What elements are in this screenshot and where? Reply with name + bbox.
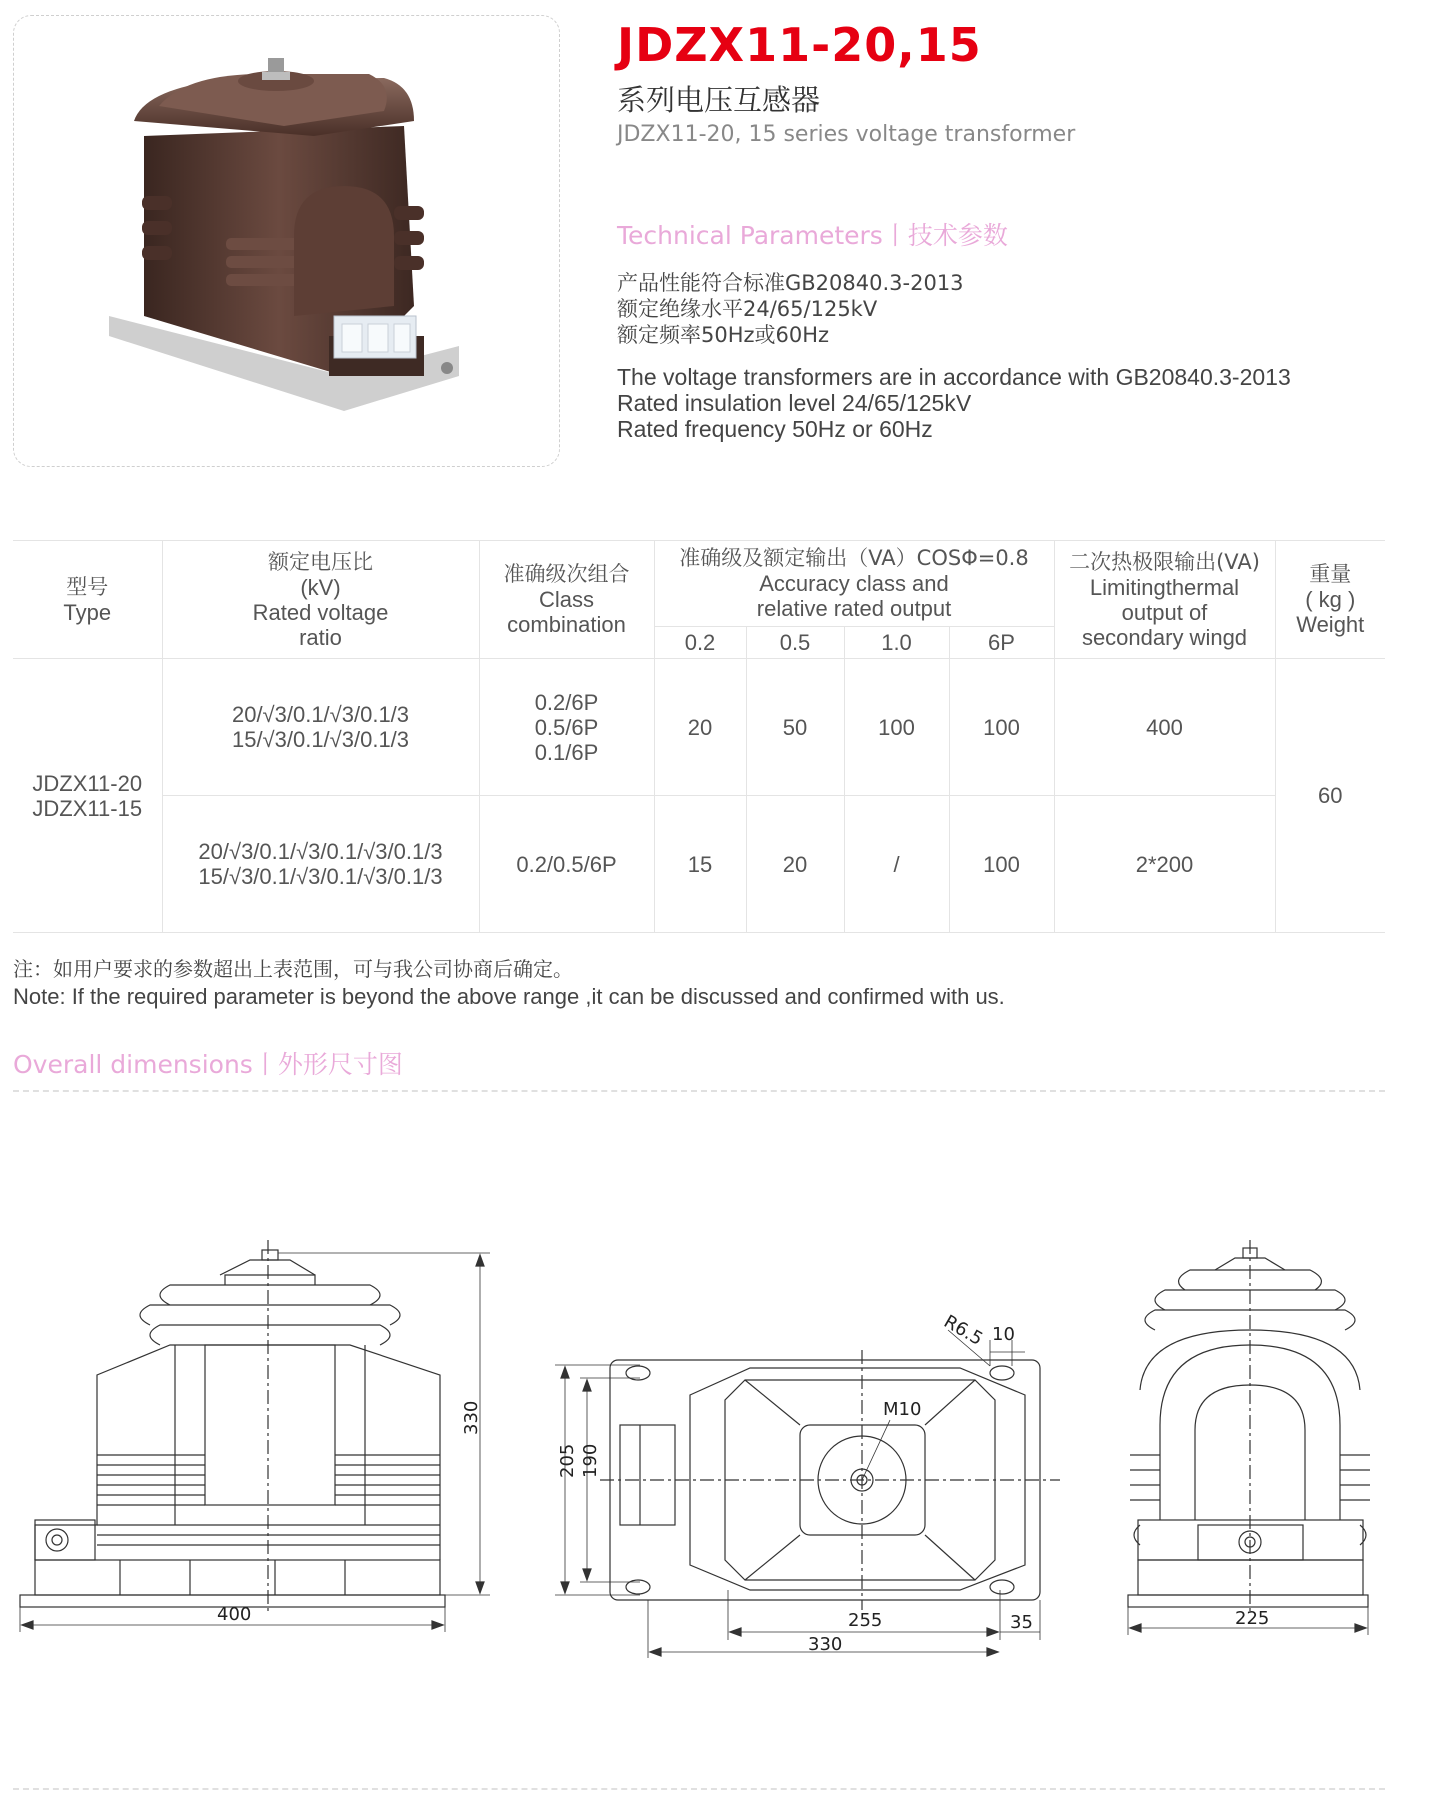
ratio-value: 15/√3/0.1/√3/0.1/3 [231,727,410,752]
ratio-value: 15/√3/0.1/√3/0.1/√3/0.1/3 [198,864,443,889]
spec-line: Rated insulation level 24/65/125kV [617,390,972,416]
front-width-label: 400 [217,1604,252,1625]
header-ratio-cn: 额定电压比 [268,549,373,574]
divider-bottom [13,1788,1385,1790]
ratio-value: 20/√3/0.1/√3/0.1/3 [231,702,410,727]
header-ratio-en: Rated voltage [252,599,389,625]
side-view-drawing [1128,1240,1370,1635]
header-class-en: combination [507,612,626,637]
technical-parameters-heading: Technical Parameters丨技术参数 [617,221,1008,250]
parameter-table [13,540,1385,933]
output-cell: 50 [746,659,844,796]
header-accuracy-en: Accuracy class and [759,571,949,596]
header-weight-cn: 重量 [1309,562,1352,586]
model-title: JDZX11-20,15 [617,18,982,72]
output-cell: 15 [654,796,746,933]
output-cell: / [844,796,949,933]
header-thermal-en: secondary wingd [1081,624,1248,650]
header-accuracy-cn: 准确级及额定输出（VA）COSΦ=0.8 [679,546,1029,570]
header-ratio-unit: (kV) [300,574,341,600]
type-cell [13,659,162,933]
header-class [479,541,654,659]
dimension-drawings [0,1230,1432,1670]
table-row [13,659,1385,796]
type-value: JDZX11-20 [32,770,143,796]
radius-label: R6.5 [940,1311,987,1350]
front-height-label: 330 [461,1400,482,1435]
product-photo-frame [13,15,560,467]
class-value: 0.5/6P [534,714,599,740]
ratio-value: 20/√3/0.1/√3/0.1/√3/0.1/3 [198,839,443,864]
header-thermal [1054,541,1275,659]
spec-list-chinese [617,270,964,348]
class-value: 0.1/6P [534,739,599,765]
top-view-drawing [555,1330,1060,1658]
accuracy-col-header: 0.5 [746,627,844,659]
header-weight-unit: ( kg ) [1305,587,1356,612]
weight-cell: 60 [1275,659,1385,933]
class-value: 0.2/0.5/6P [516,851,617,877]
header-type-cn: 型号 [66,574,109,599]
spec-line: 产品性能符合标准GB20840.3-2013 [617,271,964,295]
overall-dimensions-heading: Overall dimensions丨外形尺寸图 [13,1050,403,1079]
top-height-190-label: 190 [580,1443,601,1478]
header-ratio-en: ratio [299,624,342,650]
front-view-drawing [20,1240,490,1632]
product-photo [14,16,561,468]
header-type [13,541,162,659]
ratio-cell [162,796,479,933]
header-type-en: Type [63,599,112,625]
header-class-cn: 准确级次组合 [503,562,630,586]
spec-line: 额定频率50Hz或60Hz [617,323,830,347]
class-cell [479,659,654,796]
header-accuracy-en: relative rated output [756,596,952,621]
header-weight-en: Weight [1296,612,1365,637]
header-class-en: Class [538,587,594,612]
header-thermal-en: Limitingthermal [1089,574,1240,600]
spec-line: 额定绝缘水平24/65/125kV [617,297,878,321]
header-weight [1275,541,1385,659]
spec-list-english [617,364,1291,442]
output-cell: 100 [949,796,1054,933]
spec-line: Rated frequency 50Hz or 60Hz [617,416,933,442]
slot-width-label: 10 [992,1324,1015,1345]
output-cell: 20 [746,796,844,933]
bolt-label: M10 [883,1399,922,1420]
subtitle-english: JDZX11-20, 15 series voltage transformer [617,122,1076,147]
accuracy-col-header: 6P [949,627,1054,659]
class-cell [479,796,654,933]
header-accuracy [654,541,1054,627]
thermal-cell: 2*200 [1054,796,1275,933]
top-height-205-label: 205 [557,1443,578,1478]
thermal-cell: 400 [1054,659,1275,796]
note-english: Note: If the required parameter is beyond the above range ,it can be discussed and confirmed with us. [13,984,1005,1009]
header-thermal-en: output of [1121,599,1208,625]
type-value: JDZX11-15 [32,795,143,821]
note-chinese: 注：如用户要求的参数超出上表范围，可与我公司协商后确定。 [13,957,573,981]
top-width-330-label: 330 [808,1634,843,1655]
header-thermal-cn: 二次热极限输出(VA) [1069,549,1260,574]
accuracy-col-header: 0.2 [654,627,746,659]
spec-line: The voltage transformers are in accordance with GB20840.3-2013 [617,364,1291,390]
output-cell: 100 [949,659,1054,796]
ratio-cell [162,659,479,796]
class-value: 0.2/6P [534,689,599,715]
side-width-label: 225 [1235,1608,1270,1629]
output-cell: 100 [844,659,949,796]
top-width-255-label: 255 [848,1610,883,1631]
top-offset-35-label: 35 [1010,1612,1033,1633]
subtitle-chinese: 系列电压互感器 [617,83,821,117]
header-ratio [162,541,479,659]
accuracy-col-header: 1.0 [844,627,949,659]
output-cell: 20 [654,659,746,796]
divider-top [13,1090,1385,1092]
table-row [13,796,1385,933]
